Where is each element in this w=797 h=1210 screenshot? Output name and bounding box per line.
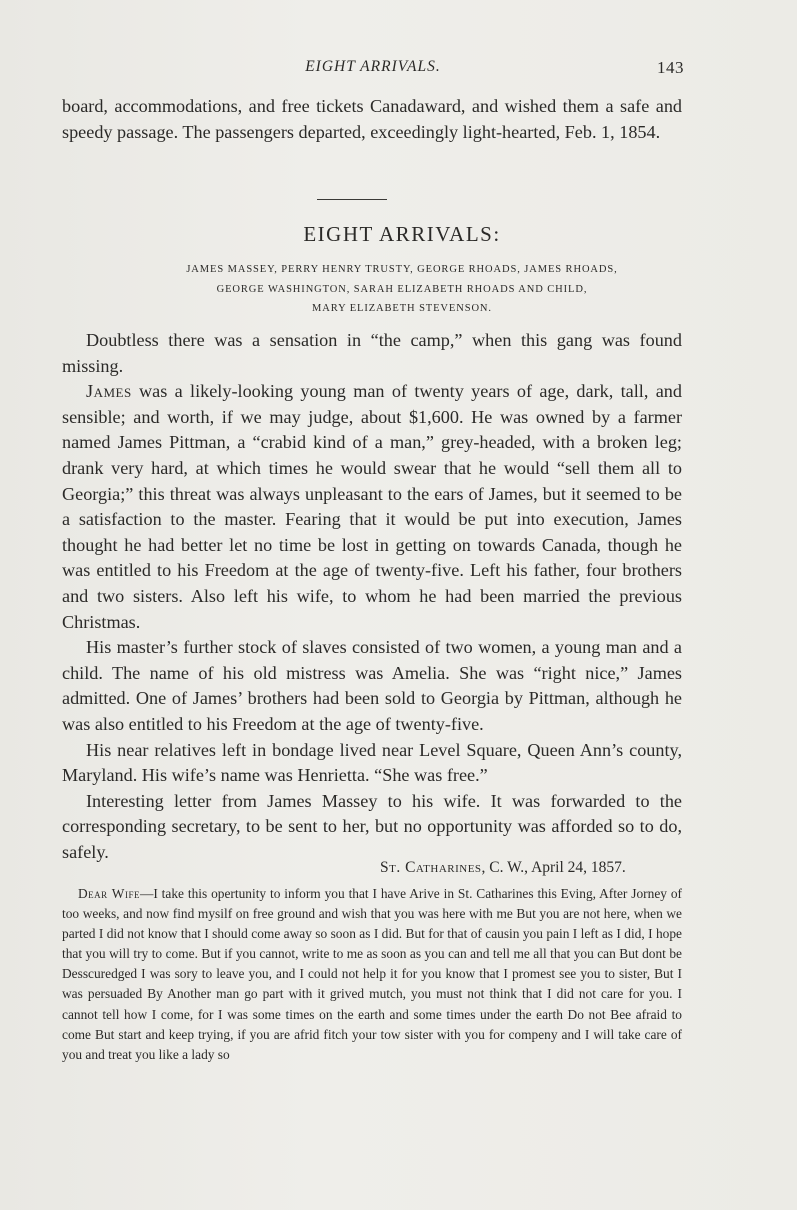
names-line: JAMES MASSEY, PERRY HENRY TRUSTY, GEORGE RHOADS, JAMES RHOADS, — [186, 264, 618, 275]
letter-dateline — [380, 859, 626, 877]
chapter-title: EIGHT ARRIVALS: — [303, 222, 501, 246]
arrivals-names — [62, 260, 742, 319]
paragraph-relatives: His near relatives left in bondage lived near Level Square, Queen Ann’s county, Maryland. His wife’s name was Henrietta. “She was free.” — [62, 739, 682, 786]
names-line: MARY ELIZABETH STEVENSON. — [312, 303, 492, 314]
running-title: EIGHT ARRIVALS. — [305, 58, 441, 75]
page-number: 143 — [657, 58, 684, 77]
paragraph-sensation: Doubtless there was a sensation in “the camp,” when this gang was found missing. — [62, 330, 682, 376]
opening-paragraph: board, accommodations, and free tickets Canadaward, and wished them a safe and speedy passage. The passengers departed, exceedingly light-hearted, Feb. 1, 1854. — [62, 96, 682, 142]
paragraph-james — [62, 379, 682, 635]
dateline-place: St. Catharines — [380, 859, 482, 876]
letter-salutation: Dear Wife — [78, 886, 140, 901]
paragraph-master: His master’s further stock of slaves consisted of two women, a young man and a child. The name of his old mistress was Amelia. She was “right nice,” James admitted. One of James’ brothers had been sold to Georgia by Pittman, although he was also entitled to his Freedom at the age of twenty-five. — [62, 637, 682, 734]
letter-body — [62, 884, 682, 1065]
section-divider — [317, 199, 387, 200]
lead-name: James — [86, 381, 132, 402]
narrative — [62, 328, 682, 865]
paragraph-text: was a likely-looking young man of twenty years of age, dark, tall, and sensible; and worth, if we may judge, about $1,600. He was owned by a farmer named James Pittman, a “crabid kind of a man,” grey-headed, with a broken leg; drank very hard, at which times he would swear that he would “sell them all to Georgia;” this threat was always unpleasant to the ears of James, but it seemed to be a satisfaction to the master. Fearing that it would be put into execution, James thought he had better let no time be lost in getting on towards Canada, though he was entitled to his Freedom at the age of twenty-five. Left his father, four brothers and two sisters. Also left his wife, to whom he had been married the previous Christmas. — [62, 381, 682, 632]
running-header — [62, 58, 684, 82]
dateline-date: , C. W., April 24, 1857. — [481, 859, 626, 876]
paragraph-letter-intro: Interesting letter from James Massey to his wife. It was forwarded to the corresponding secretary, to be sent to her, but no opportunity was afforded so to do, safely. — [62, 790, 682, 862]
letter-text: —I take this opertunity to inform you that I have Arive in St. Catharines this Eving, After Jorney of too weeks, and now find mysilf on free ground and wish that you was here with me But you are not here, when we parted I did not know that I should come away so soon as I did. But for that of causin you pain I left as I did, I hope that you will try to come. But if you cannot, write to me as soon as you can and tell me all that you can But dont be Desscuredged I was sory to leave you, and I could not help it for you know that I promest see you to sister, But I was persuaded By Another man go part with it grived mutch, you must not think that I did not care for you. I cannot tell how I come, for I was some times on the earth and some times under the earth Do not Bee afraid to come But start and keep trying, if you are afrid fitch your tow sister with you for compeny and I will take care of you and treat you like a lady so — [62, 886, 682, 1062]
names-line: GEORGE WASHINGTON, SARAH ELIZABETH RHOADS AND CHILD, — [216, 283, 588, 295]
